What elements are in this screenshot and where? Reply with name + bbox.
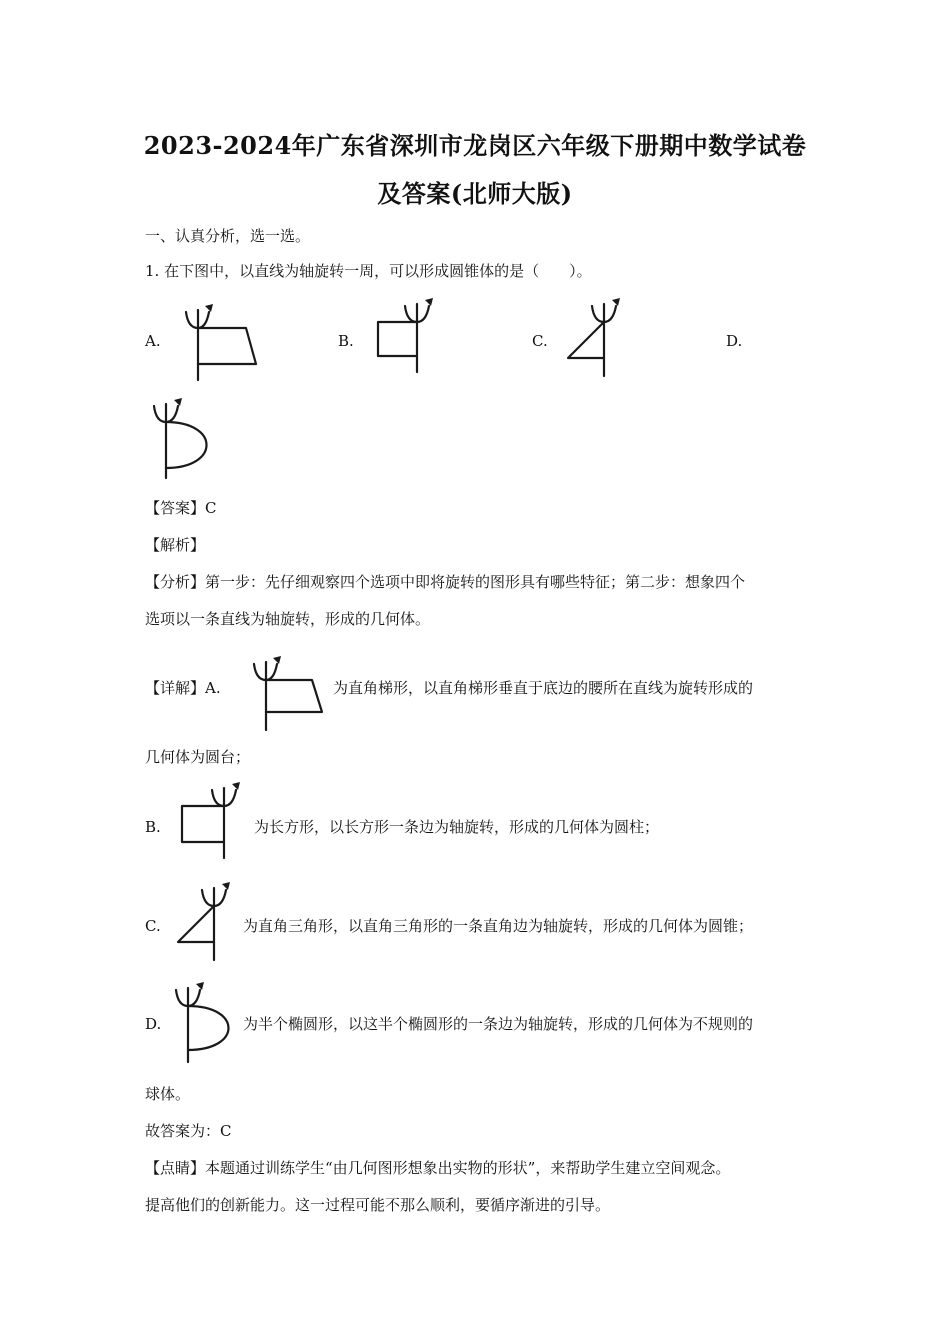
section-heading: 一、认真分析，选一选。 xyxy=(145,227,311,245)
detail-a-text: 为直角梯形，以直角梯形垂直于底边的腰所在直线为旋转形成的 xyxy=(333,679,754,697)
answer-line: 【答案】C xyxy=(145,499,217,517)
comment-line-2: 提高他们的创新能力。这一过程可能不那么顺利，要循序渐进的引导。 xyxy=(145,1196,611,1214)
analysis-line-1: 【分析】第一步：先仔细观察四个选项中即将旋转的图形具有哪些特征；第二步：想象四个 xyxy=(145,573,746,591)
document-title-line-2: 及答案(北师大版) xyxy=(377,179,573,208)
question-1-stem: 1. 在下图中，以直线为轴旋转一周，可以形成圆锥体的是（ ）。 xyxy=(145,262,592,280)
detail-d-text: 为半个椭圆形，以这半个椭圆形的一条边为轴旋转，形成的几何体为不规则的 xyxy=(243,1015,754,1033)
detail-d-half-ellipse-figure xyxy=(172,980,242,1066)
option-c-label: C. xyxy=(532,332,548,350)
option-b-rectangle-figure xyxy=(370,296,450,376)
option-c-triangle-figure xyxy=(560,296,630,380)
detail-c-prefix: C. xyxy=(145,917,161,935)
analysis-heading: 【解析】 xyxy=(145,536,206,554)
detail-b-rectangle-figure xyxy=(176,780,256,860)
option-a-label: A. xyxy=(145,332,161,350)
option-d-half-ellipse-figure xyxy=(146,396,216,482)
comment-line-1: 【点睛】本题通过训练学生“由几何图形想象出实物的形状”，来帮助学生建立空间观念。 xyxy=(145,1159,731,1177)
option-a-trapezoid-figure xyxy=(176,298,266,384)
option-d-label: D. xyxy=(726,332,743,350)
detail-d-continuation: 球体。 xyxy=(145,1085,191,1103)
option-b-label: B. xyxy=(338,332,354,350)
conclusion-line: 故答案为：C xyxy=(145,1122,232,1140)
detail-c-triangle-figure xyxy=(172,880,242,964)
detail-c-text: 为直角三角形，以直角三角形的一条直角边为轴旋转，形成的几何体为圆锥； xyxy=(243,917,754,935)
detail-d-prefix: D. xyxy=(145,1015,162,1033)
detail-b-prefix: B. xyxy=(145,818,161,836)
detail-a-prefix: 【详解】A. xyxy=(145,679,221,697)
analysis-line-2: 选项以一条直线为轴旋转，形成的几何体。 xyxy=(145,610,431,628)
detail-a-continuation: 几何体为圆台； xyxy=(145,748,251,766)
document-title-line-1: 2023-2024年广东省深圳市龙岗区六年级下册期中数学试卷 xyxy=(143,131,807,160)
detail-b-text: 为长方形，以长方形一条边为轴旋转，形成的几何体为圆柱； xyxy=(254,818,660,836)
detail-a-trapezoid-figure xyxy=(244,650,334,736)
